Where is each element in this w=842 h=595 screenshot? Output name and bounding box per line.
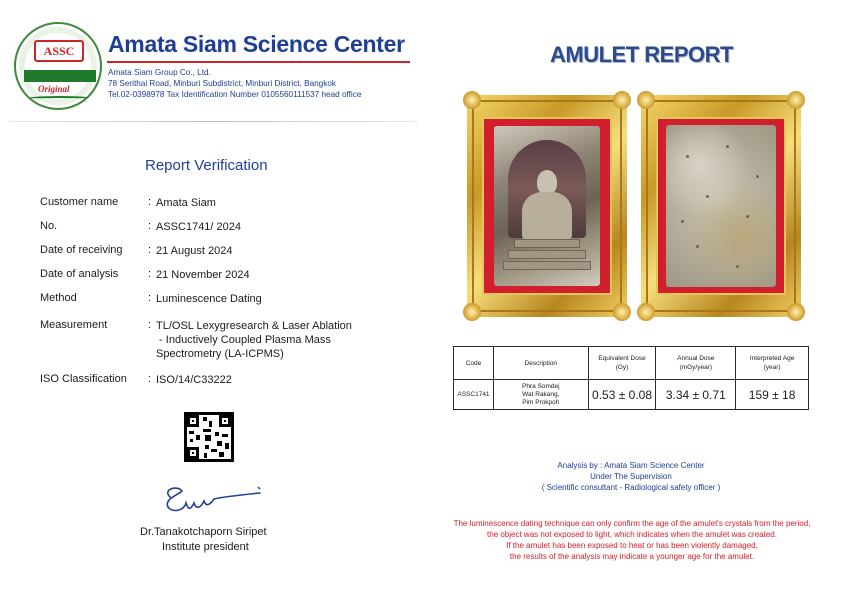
cell-interpreted-age: 159 ± 18 (736, 380, 809, 410)
logo-arc (24, 96, 96, 102)
qr-module (203, 417, 207, 421)
disclaimer (426, 518, 838, 562)
table-header-row (454, 347, 809, 380)
amulet-base-tier (503, 261, 591, 270)
company-name: Amata Siam Science Center (108, 31, 405, 57)
amulet-base-tier (508, 250, 586, 259)
qr-module (189, 431, 194, 434)
frame-ornament (613, 303, 631, 321)
company-info (108, 67, 361, 100)
amulet-speck (686, 155, 689, 158)
logo-assc-text: ASSC (34, 40, 84, 62)
company-info-line: 78 Serithai Road, Minburi Subdistrict, Minburi District, Bangkok (108, 79, 336, 88)
amulet-report-title: AMULET REPORT (550, 42, 733, 67)
report-verification-title: Report Verification (145, 157, 268, 174)
info-label: Measurement (40, 319, 108, 331)
disclaimer-line: If the amulet has been exposed to heat or has been violently damaged, (506, 541, 758, 550)
analysis-line: Under The Supervision (590, 472, 672, 481)
qr-module (225, 443, 229, 449)
amulet-speck (726, 145, 729, 148)
info-value: ASSC1741/ 2024 (156, 221, 242, 233)
frame-ornament (637, 303, 655, 321)
cell-annual-dose: 3.34 ± 0.71 (656, 380, 736, 410)
frame-ornament (463, 91, 481, 109)
buddha-body (522, 192, 572, 240)
cell-code: ASSC1741 (454, 380, 494, 410)
disclaimer-line: the results of the analysis may indicate a younger age for the amulet. (509, 552, 755, 561)
qr-module (217, 441, 222, 446)
header-interpreted-age: Interpreted Age (year) (736, 347, 809, 380)
amulet-front-image (494, 126, 600, 286)
logo-band (24, 70, 96, 82)
header-rule (107, 61, 410, 63)
qr-code[interactable] (184, 412, 234, 462)
info-label: Date of receiving (40, 244, 123, 256)
info-separator: : (148, 196, 152, 208)
info-value-multiline (156, 319, 352, 361)
amulet-speck (681, 220, 684, 223)
signatory-name: Dr.Tanakotchaporn Siripet (140, 526, 267, 538)
qr-module (209, 421, 212, 427)
frame-ornament (613, 91, 631, 109)
qr-module (219, 452, 224, 457)
info-label: Method (40, 292, 77, 304)
qr-module (204, 453, 207, 458)
info-separator: : (148, 220, 152, 232)
qr-module (205, 435, 211, 441)
info-value: 21 November 2024 (156, 269, 250, 281)
amulet-back-image (666, 125, 776, 287)
header-description: Description (493, 347, 588, 380)
info-value-line: Spectrometry (LA-ICPMS) (156, 348, 284, 360)
cell-equivalent-dose: 0.53 ± 0.08 (588, 380, 656, 410)
company-logo (14, 22, 102, 110)
disclaimer-line: the object was not exposed to light, which indicates when the amulet was created. (487, 530, 777, 539)
info-separator: : (148, 244, 152, 256)
qr-module (215, 432, 219, 436)
analysis-line: Analysis by : Amata Siam Science Center (557, 461, 705, 470)
info-separator: : (148, 292, 152, 304)
info-value-line: - Inductively Coupled Plasma Mass (156, 334, 331, 346)
info-label: ISO Classification (40, 373, 127, 385)
amulet-speck (696, 245, 699, 248)
header-equivalent-dose: Equivalent Dose (Gy) (588, 347, 656, 380)
amulet-speck (746, 215, 749, 218)
header-annual-dose: Annual Dose (mGy/year) (656, 347, 736, 380)
company-info-line: Amata Siam Group Co., Ltd. (108, 68, 211, 77)
amulet-speck (756, 175, 759, 178)
signature-dot (258, 487, 260, 489)
disclaimer-line: The luminescence dating technique can only confirm the age of the amulet's crystals from the period, (453, 519, 811, 528)
amulet-speck (706, 195, 709, 198)
info-value-line: TL/OSL Lexygresearch & Laser Ablation (156, 320, 352, 332)
frame-mat (482, 117, 612, 295)
amulet-front-photo (467, 95, 627, 317)
info-value: Luminescence Dating (156, 293, 262, 305)
cell-description: Phra Somdej Wat Rakang, Pim Prokpoh (493, 380, 588, 410)
buddha-head (537, 170, 557, 194)
amulet-base-tier (514, 239, 580, 248)
qr-finder (187, 415, 199, 427)
frame-ornament (463, 303, 481, 321)
company-info-line: Tel.02-0398978 Tax Identification Number 0105560111537 head office (108, 90, 362, 99)
info-label: Date of analysis (40, 268, 119, 280)
signature (160, 483, 264, 519)
qr-module (203, 429, 211, 432)
qr-finder (219, 415, 231, 427)
qr-code-modules (187, 415, 231, 459)
table-row (454, 380, 809, 410)
header-code: Code (454, 347, 494, 380)
info-value: Amata Siam (156, 197, 216, 209)
qr-module (222, 434, 228, 437)
analysis-note (523, 460, 739, 493)
info-label: Customer name (40, 196, 119, 208)
info-separator: : (148, 268, 152, 280)
results-table (453, 346, 809, 410)
frame-ornament (637, 91, 655, 109)
amulet-back-photo (641, 95, 801, 317)
qr-module (205, 445, 209, 449)
qr-module (190, 439, 193, 442)
signatory-title: Institute president (162, 541, 249, 553)
logo-original-text: Original (38, 84, 70, 94)
section-divider (8, 121, 418, 122)
info-value: 21 August 2024 (156, 245, 233, 257)
frame-ornament (787, 91, 805, 109)
info-separator: : (148, 319, 152, 331)
frame-mat (656, 117, 786, 295)
amulet-speck (736, 265, 739, 268)
info-label: No. (40, 220, 58, 232)
amulet-niche (508, 140, 586, 238)
qr-module (211, 449, 217, 452)
analysis-line: ( Scientific consultant - Radiological safety officer ) (541, 483, 721, 492)
frame-ornament (787, 303, 805, 321)
qr-module (196, 435, 200, 440)
info-value: ISO/14/C33222 (156, 374, 232, 386)
signature-stroke (167, 488, 260, 510)
qr-finder (187, 447, 199, 459)
info-separator: : (148, 373, 152, 385)
